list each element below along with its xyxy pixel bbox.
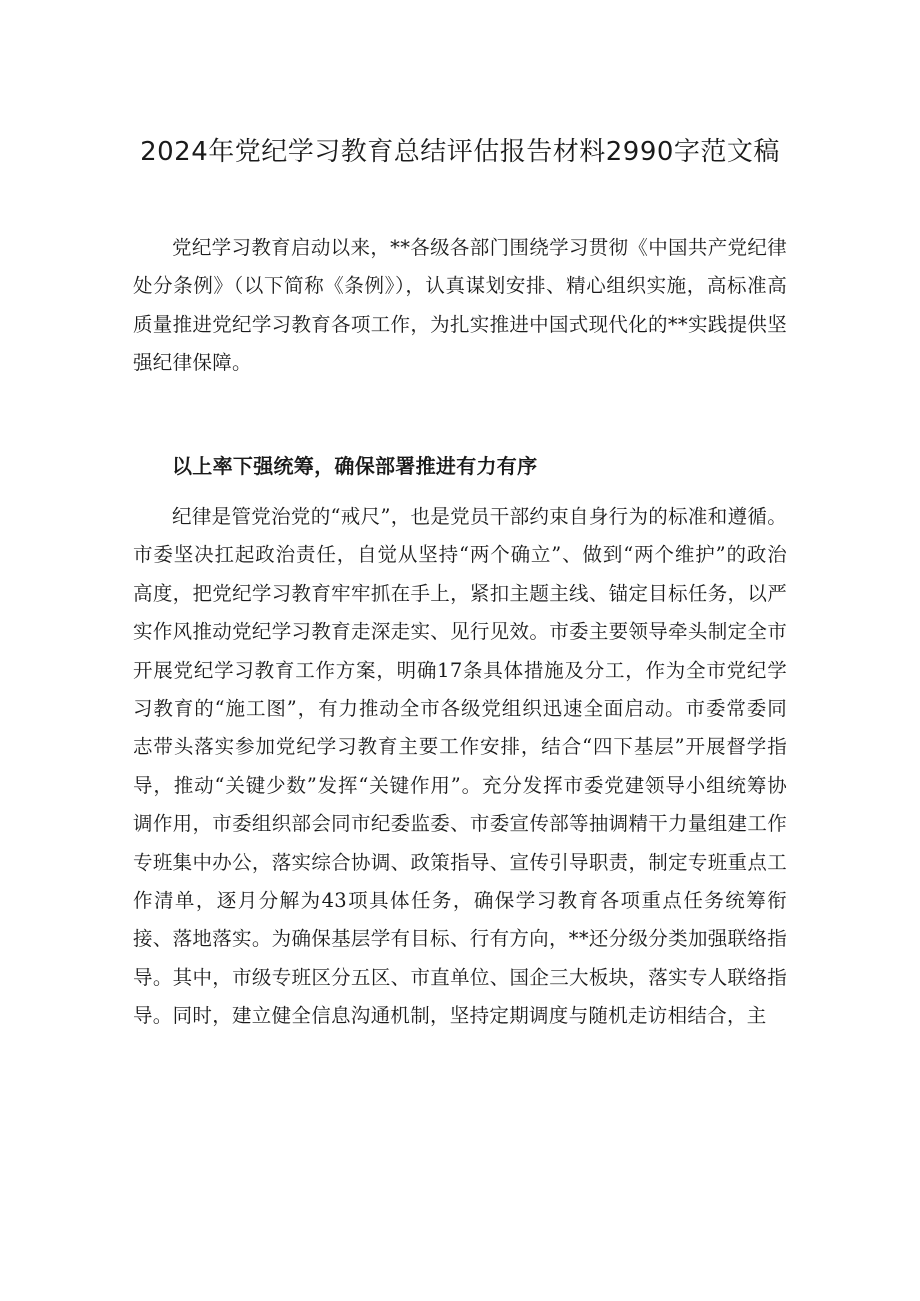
intro-paragraph-text: 党纪学习教育启动以来，**各级各部门围绕学习贯彻《中国共产党纪律处分条例》（以下简称《条例》），认真谋划安排、精心组织实施，高标准高质量推进党纪学习教育各项工作，为扎实推进中国式现代化的**实践提供坚强纪律保障。 bbox=[133, 236, 787, 375]
section-heading: 以上率下强统筹，确保部署推进有力有序 bbox=[172, 454, 538, 478]
intro-paragraph bbox=[133, 229, 787, 383]
body-paragraph-text: 纪律是管党治党的“戒尺”，也是党员干部约束自身行为的标准和遵循。市委坚决扛起政治责任，自觉从坚持“两个确立”、做到“两个维护”的政治高度，把党纪学习教育牢牢抓在手上，紧扣主题主线、锚定目标任务，以严实作风推动党纪学习教育走深走实、见行见效。市委主要领导牵头制定全市开展党纪学习教育工作方案，明确17条具体措施及分工，作为全市党纪学习教育的“施工图”，有力推动全市各级党组织迅速全面启动。市委常委同志带头落实参加党纪学习教育主要工作安排，结合“四下基层”开展督学指导，推动“关键少数”发挥“关键作用”。充分发挥市委党建领导小组统筹协调作用，市委组织部会同市纪委监委、市委宣传部等抽调精干力量组建工作专班集中办公，落实综合协调、政策指导、宣传引导职责，制定专班重点工作清单，逐月分解为43项具体任务，确保学习教育各项重点任务统筹衔接、落地落实。为确保基层学有目标、行有方向，**还分级分类加强联络指导。其中，市级专班区分五区、市直单位、国企三大板块，落实专人联络指导。同时，建立健全信息沟通机制，坚持定期调度与随机走访相结合，主 bbox=[133, 505, 787, 1028]
body-paragraph bbox=[133, 498, 787, 1036]
document-title: 2024年党纪学习教育总结评估报告材料2990字范文稿 bbox=[140, 137, 780, 168]
